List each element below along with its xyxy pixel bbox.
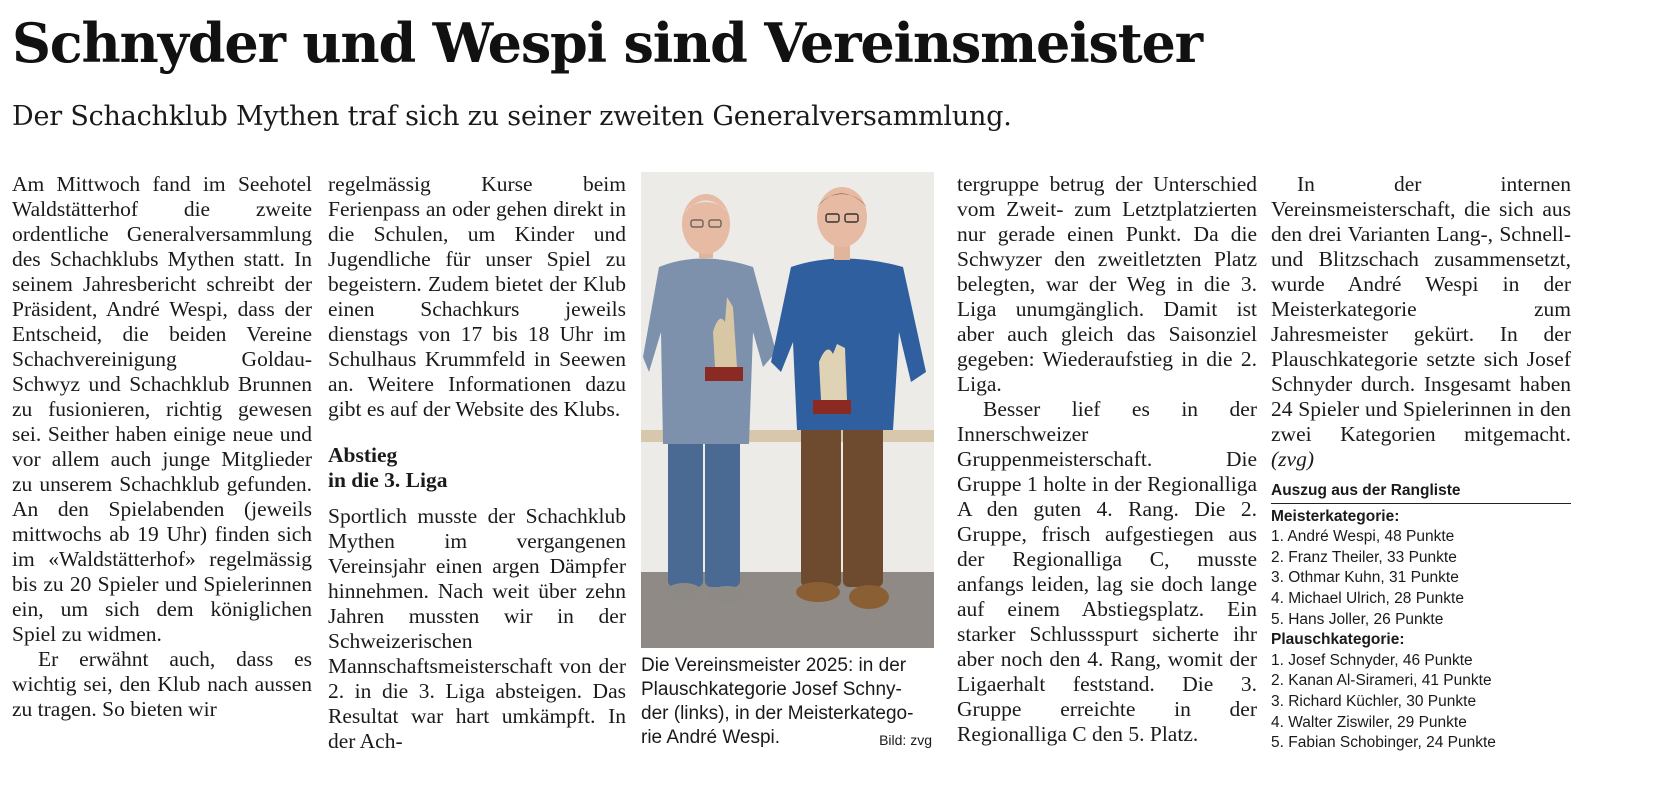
article-paragraph: Er erwähnt auch, dass es wichtig sei, den Klub nach aussen zu tragen. So bieten wir [12,647,312,721]
ranking-entry: 3. Othmar Kuhn, 31 Punkte [1271,569,1459,587]
ranking-entry: 2. Franz Theiler, 33 Punkte [1271,548,1457,566]
subheading-line: in die 3. Liga [328,468,448,492]
article-column-4 [957,172,1257,747]
paragraph-text: In der internen Vereinsmeisterschaft, die sich aus den drei Varianten Lang-, Schnell- und Blitzschach zusammensetzt, wurde André Wespi in der Meisterkategorie zum Jahresmeister gekürt. In der Plauschkategorie setzte sich Josef Schnyder durch. Insgesamt haben 24 Spieler und Spielerinnen in den zwei Kategorien mitgemacht. [1271,172,1571,446]
article-paragraph: tergruppe betrug der Unterschied vom Zweit- zum Letztplatzierten nur gerade einen Punkt. Da die Schwyzer den zweitletzten Platz belegten, war der Weg in die 3. Liga unumgänglich. Damit ist aber auch gleich das Saisonziel gegeben: Wiederaufstieg in die 2. Liga. [957,172,1257,396]
headline: Schnyder und Wespi sind Vereinsmeister [12,11,1202,75]
ranking-entry: 1. André Wespi, 48 Punkte [1271,528,1455,546]
photo-caption [641,654,934,750]
subtitle: Der Schachklub Mythen traf sich zu seiner zweiten Generalversammlung. [12,101,1012,132]
article-paragraph: Besser lief es in der Innerschweizer Gruppenmeisterschaft. Die Gruppe 1 holte in der Regionalliga A den guten 4. Rang. Die 2. Gruppe, frisch aufgestiegen aus der Regionalliga C, musste anfangs leiden, lag sie doch lange auf einem Abstiegsplatz. Ein starker Schlussspurt sicherte ihr aber noch den 4. Rang, womit der Ligaerhalt feststand. Die 3. Gruppe erreichte in der Regionalliga C den 5. Platz. [957,397,1257,746]
article-paragraph: regelmässig Kurse beim Ferienpass an oder gehen direkt in die Schulen, um Kinder und Jugendliche für unser Spiel zu begeistern. Zudem bietet der Klub einen Schachkurs jeweils dienstags von 17 bis 18 Uhr im Schulhaus Krummfeld in Seewen an. Weitere Informationen dazu gibt es auf der Website des Klubs. [328,172,626,421]
ranking-entry: 5. Fabian Schobinger, 24 Punkte [1271,734,1496,752]
ranking-category-title: Meisterkategorie: [1271,507,1400,525]
ranking-entry: 3. Richard Küchler, 30 Punkte [1271,692,1477,710]
ranking-entry: 1. Josef Schnyder, 46 Punkte [1271,651,1473,669]
article-column-1 [12,172,312,722]
article-paragraph: Sportlich musste der Schachklub Mythen im vergangenen Vereinsjahr einen argen Dämpfer hinnehmen. Nach weit über zehn Jahren mussten wir in der Schweizerischen Mannschaftsmeisterschaft von der 2. in die 3. Liga absteigen. Das Resultat war hart umkämpft. In der Ach- [328,504,626,753]
article-column-5 [1271,172,1571,472]
article-column-2 [328,172,626,754]
section-subheading [328,443,626,493]
ranking-entry: 5. Hans Joller, 26 Punkte [1271,610,1444,628]
article-paragraph [1271,172,1571,472]
caption-line: der (links), in der Meisterkatego- [641,703,914,724]
ranking-title: Auszug aus der Rangliste [1271,481,1571,504]
caption-line: Plauschkategorie Josef Schny- [641,679,902,700]
author-tag: (zvg) [1271,447,1314,471]
caption-line: Die Vereinsmeister 2025: in der [641,655,907,676]
ranking-category-title: Plauschkategorie: [1271,631,1405,649]
ranking-box [1271,481,1571,754]
ranking-entry: 4. Michael Ulrich, 28 Punkte [1271,589,1464,607]
subheading-line: Abstieg [328,443,398,467]
photo-illustration [641,172,934,648]
article-paragraph: Am Mittwoch fand im Seehotel Waldstätterhof die zweite ordentliche Generalversammlung des Schachklubs Mythen statt. In seinem Jahresbericht schreibt der Präsident, André Wespi, dass der Entscheid, die beiden Vereine Schachvereinigung Goldau-Schwyz und Schachklub Brunnen zu fusionieren, richtig gewesen sei. Seither haben einige neue und vor allem auch junge Mitglieder zu unserem Schachklub gefunden. An den Spielabenden (jeweils mittwochs ab 19 Uhr) finden sich im «Waldstätterhof» regelmässig bis zu 20 Spieler und Spielerinnen ein, um sich dem königlichen Spiel zu widmen. [12,172,312,646]
caption-line: rie André Wespi. [641,727,781,748]
article-photo [641,172,934,648]
photo-credit: Bild: zvg [879,732,932,748]
ranking-entry: 4. Walter Ziswiler, 29 Punkte [1271,713,1467,731]
ranking-entry: 2. Kanan Al-Sirameri, 41 Punkte [1271,672,1492,690]
